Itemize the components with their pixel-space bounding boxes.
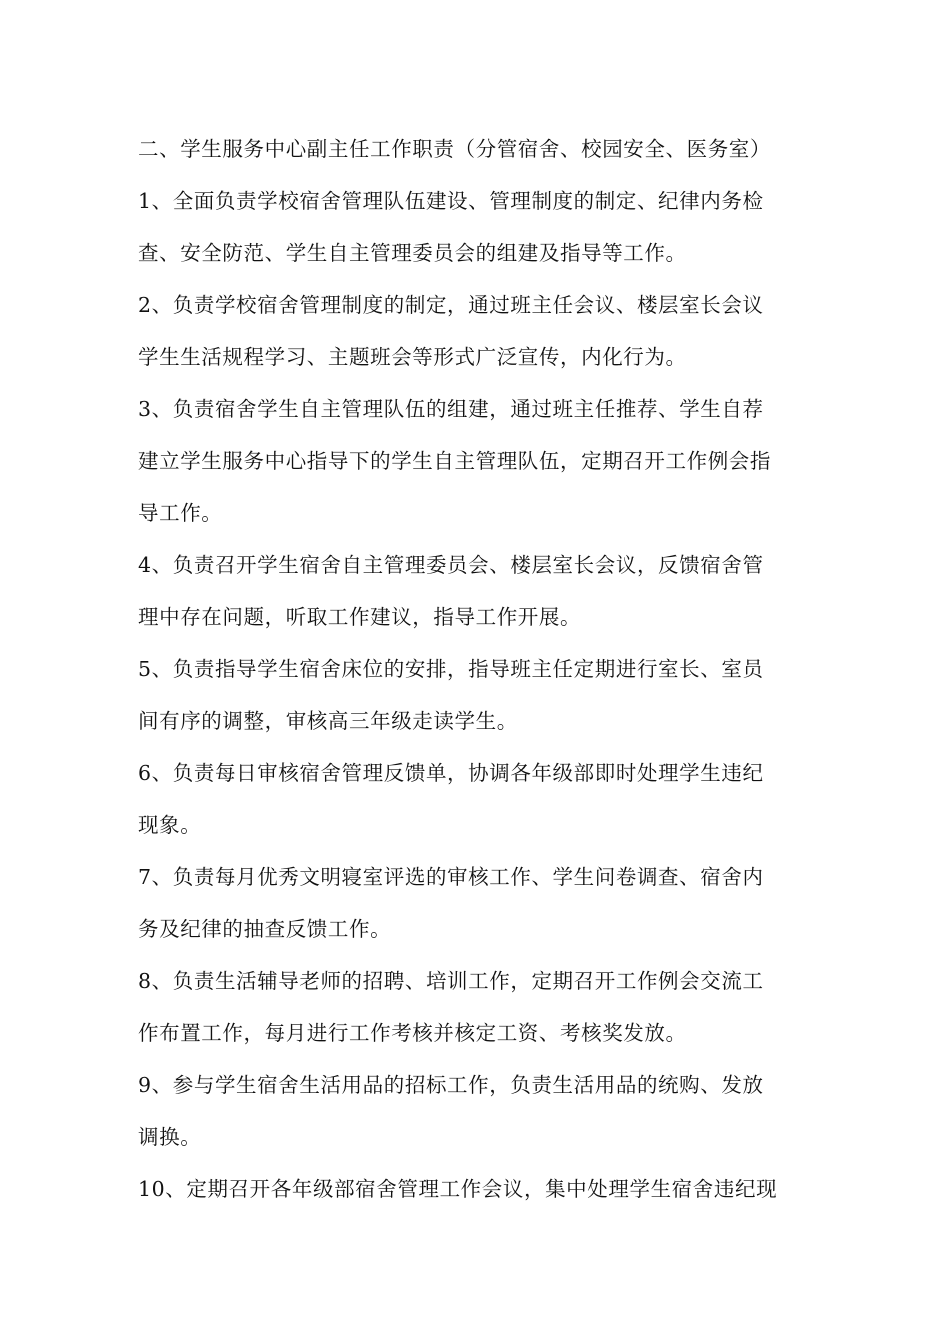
duty-item — [138, 851, 818, 955]
duty-item-line: 理中存在问题，听取工作建议，指导工作开展。 — [138, 605, 582, 629]
duty-item-line: 查、安全防范、学生自主管理委员会的组建及指导等工作。 — [138, 241, 687, 265]
duty-item-line: 1、全面负责学校宿舍管理队伍建设、管理制度的制定、纪律内务检 — [138, 189, 764, 213]
duty-item — [138, 1163, 818, 1215]
duty-item-line: 3、负责宿舍学生自主管理队伍的组建，通过班主任推荐、学生自荐 — [138, 397, 764, 421]
duty-item-line: 导工作。 — [138, 501, 223, 525]
duty-item-line: 10、定期召开各年级部宿舍管理工作会议，集中处理学生宿舍违纪现 — [138, 1177, 778, 1201]
duty-item-line: 现象。 — [138, 813, 202, 837]
duty-item — [138, 539, 818, 643]
duty-item — [138, 955, 818, 1059]
section-title: 二、学生服务中心副主任工作职责（分管宿舍、校园安全、医务室） — [138, 137, 771, 161]
duty-item — [138, 279, 818, 383]
duty-item-line: 6、负责每日审核宿舍管理反馈单，协调各年级部即时处理学生违纪 — [138, 761, 764, 785]
duty-item-line: 调换。 — [138, 1125, 202, 1149]
duty-item-line: 5、负责指导学生宿舍床位的安排，指导班主任定期进行室长、室员 — [138, 657, 764, 681]
duty-item-line: 2、负责学校宿舍管理制度的制定，通过班主任会议、楼层室长会议 — [138, 293, 764, 317]
duty-item — [138, 747, 818, 851]
duty-item-line: 4、负责召开学生宿舍自主管理委员会、楼层室长会议，反馈宿舍管 — [138, 553, 764, 577]
duty-item-line: 7、负责每月优秀文明寝室评选的审核工作、学生问卷调查、宿舍内 — [138, 865, 764, 889]
duty-item-line: 作布置工作，每月进行工作考核并核定工资、考核奖发放。 — [138, 1021, 687, 1045]
duty-item-line: 间有序的调整，审核高三年级走读学生。 — [138, 709, 518, 733]
duty-item — [138, 643, 818, 747]
duty-item-line: 建立学生服务中心指导下的学生自主管理队伍，定期召开工作例会指 — [138, 449, 771, 473]
duty-item-line: 务及纪律的抽查反馈工作。 — [138, 917, 392, 941]
duty-item-line: 8、负责生活辅导老师的招聘、培训工作，定期召开工作例会交流工 — [138, 969, 764, 993]
document-body — [138, 123, 818, 1215]
duty-item — [138, 175, 818, 279]
duty-item — [138, 383, 818, 539]
duty-item — [138, 1059, 818, 1163]
duty-item-line: 9、参与学生宿舍生活用品的招标工作，负责生活用品的统购、发放 — [138, 1073, 764, 1097]
duty-list — [138, 175, 818, 1215]
duty-item-line: 学生生活规程学习、主题班会等形式广泛宣传，内化行为。 — [138, 345, 687, 369]
